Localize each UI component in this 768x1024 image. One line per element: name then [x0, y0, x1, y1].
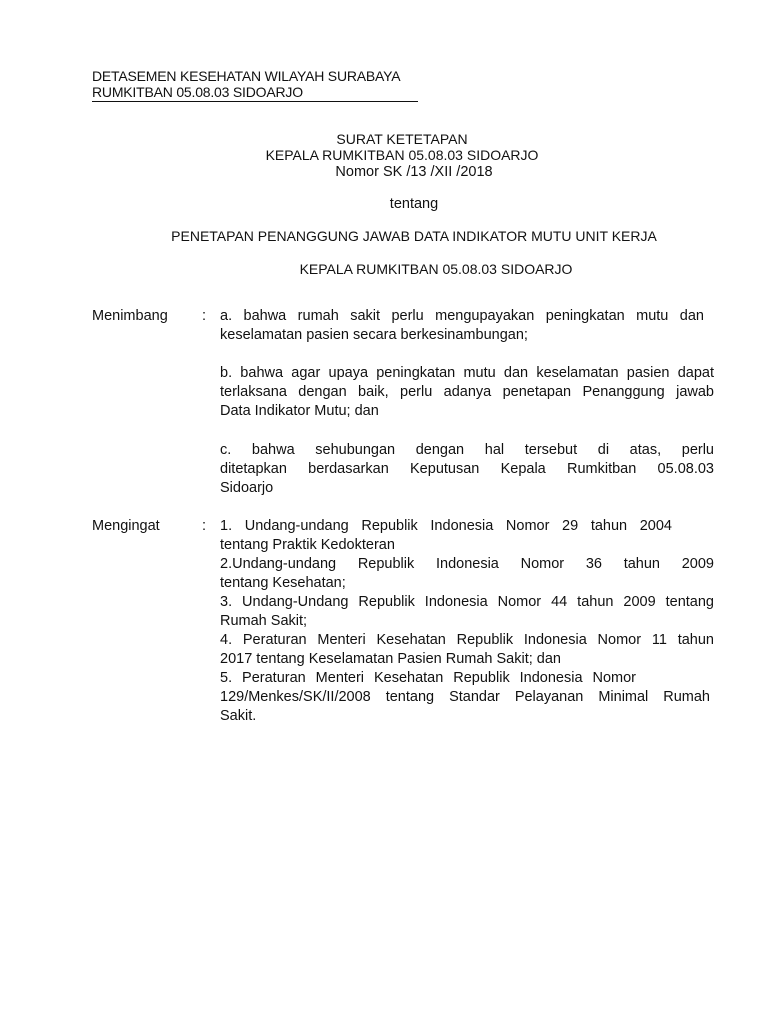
header-underline	[92, 101, 418, 102]
mengingat-line-7: 4. Peraturan Menteri Kesehatan Republik Indonesia Nomor 11 tahun	[220, 632, 714, 648]
about-label: tentang	[389, 196, 439, 212]
mengingat-line-10: 129/Menkes/SK/II/2008 tentang Standar Pelayanan Minimal Rumah	[220, 689, 710, 705]
menimbang-colon: :	[202, 308, 207, 324]
document-number: Nomor SK /13 /XII /2018	[335, 164, 493, 180]
document-subject: PENETAPAN PENANGGUNG JAWAB DATA INDIKATOR MUTU UNIT KERJA	[171, 228, 657, 244]
menimbang-c-line-2: ditetapkan berdasarkan Keputusan Kepala Rumkitban 05.08.03	[220, 461, 714, 477]
mengingat-line-5: 3. Undang-Undang Republik Indonesia Nomor 44 tahun 2009 tentang	[220, 594, 714, 610]
mengingat-list	[220, 517, 714, 726]
mengingat-line-8: 2017 tentang Keselamatan Pasien Rumah Sakit; dan	[220, 651, 561, 667]
menimbang-a-line-1: a. bahwa rumah sakit perlu mengupayakan peningkatan mutu dan	[220, 308, 704, 324]
issuer-heading: KEPALA RUMKITBAN 05.08.03 SIDOARJO	[299, 261, 573, 277]
mengingat-label: Mengingat	[92, 518, 160, 534]
mengingat-line-11: Sakit.	[220, 708, 257, 724]
hospital-name: RUMKITBAN 05.08.03 SIDOARJO	[92, 84, 303, 100]
menimbang-a-line-2: keselamatan pasien secara berkesinambungan;	[220, 327, 528, 343]
menimbang-label: Menimbang	[92, 308, 168, 324]
menimbang-c-line-3: Sidoarjo	[220, 480, 274, 496]
mengingat-colon: :	[202, 518, 207, 534]
mengingat-line-1: 1. Undang-undang Republik Indonesia Nomor 29 tahun 2004	[220, 518, 672, 534]
menimbang-c-line-1: c. bahwa sehubungan dengan hal tersebut di atas, perlu	[220, 442, 714, 458]
mengingat-line-4: tentang Kesehatan;	[220, 575, 346, 591]
mengingat-line-6: Rumah Sakit;	[220, 613, 308, 629]
menimbang-b-line-3: Data Indikator Mutu; dan	[220, 403, 379, 419]
mengingat-line-9: 5. Peraturan Menteri Kesehatan Republik Indonesia Nomor	[220, 670, 636, 686]
menimbang-point-b	[220, 364, 714, 421]
menimbang-point-c	[220, 441, 714, 498]
mengingat-line-2: tentang Praktik Kedokteran	[220, 537, 395, 553]
mengingat-line-3: 2.Undang-undang Republik Indonesia Nomor 36 tahun 2009	[220, 556, 714, 572]
menimbang-b-line-1: b. bahwa agar upaya peningkatan mutu dan keselamatan pasien dapat	[220, 365, 714, 381]
menimbang-b-line-2: terlaksana dengan baik, perlu adanya penetapan Penanggung jawab	[220, 384, 714, 400]
document-title: SURAT KETETAPAN	[336, 131, 468, 147]
institution-name: DETASEMEN KESEHATAN WILAYAH SURABAYA	[92, 68, 401, 84]
menimbang-point-a	[220, 307, 714, 345]
document-issuer-title: KEPALA RUMKITBAN 05.08.03 SIDOARJO	[265, 147, 539, 163]
